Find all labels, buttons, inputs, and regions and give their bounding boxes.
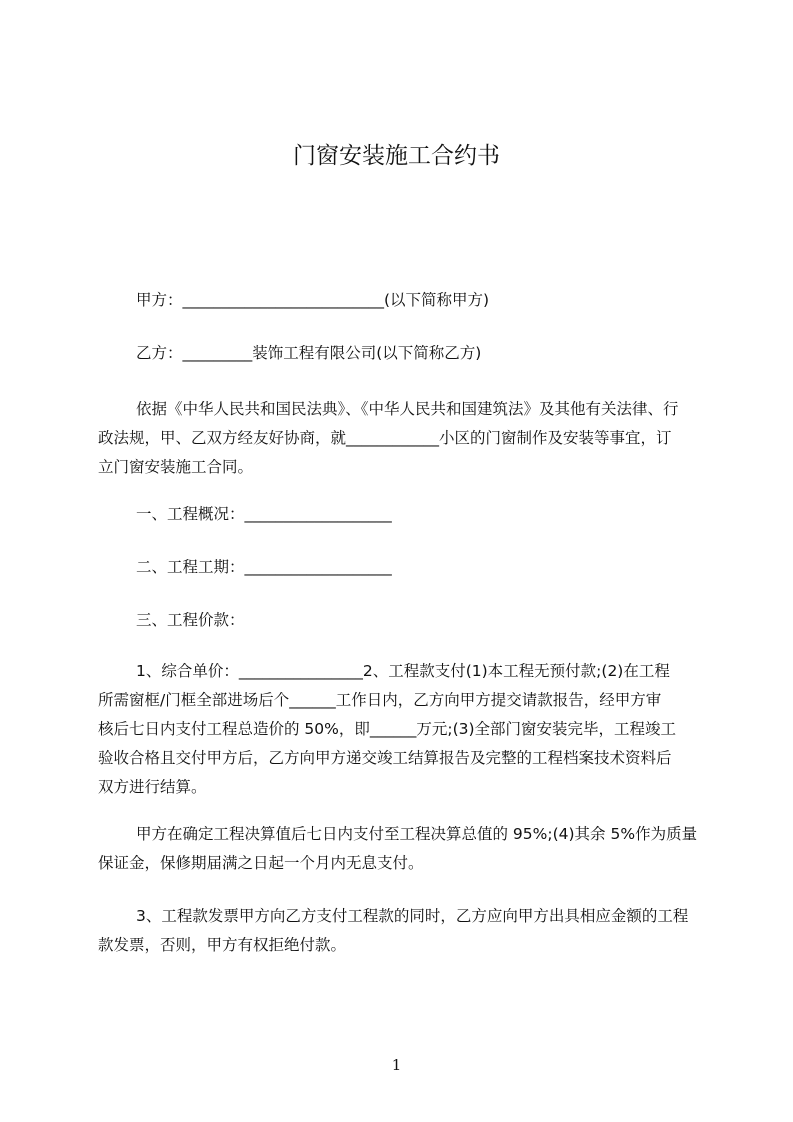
invoice-paragraph-line-1: 3、工程款发票甲方向乙方支付工程款的同时，乙方应向甲方出具相应金额的工程: [136, 907, 689, 925]
section-2-duration: 二、工程工期：___________________: [136, 558, 392, 576]
party-b-line: 乙方：_________装饰工程有限公司(以下简称乙方): [136, 344, 482, 362]
document-title: 门窗安装施工合约书: [293, 143, 500, 169]
settlement-paragraph-line-1: 甲方在确定工程决算值后七日内支付至工程决算总值的 95%;(4)其余 5%作为质量: [136, 825, 698, 843]
payment-paragraph-line-5: 双方进行结算。: [98, 778, 207, 796]
basis-paragraph-line-1: 依据《中华人民共和国民法典》、《中华人民共和国建筑法》及其他有关法律、行: [136, 400, 679, 418]
basis-paragraph-line-2: 政法规，甲、乙双方经友好协商，就____________小区的门窗制作及安装等事宜，订: [98, 429, 672, 447]
payment-paragraph-line-4: 验收合格且交付甲方后，乙方向甲方递交竣工结算报告及完整的工程档案技术资料后: [98, 749, 672, 767]
page-number: 1: [391, 1056, 402, 1074]
party-a-line: 甲方：__________________________(以下简称甲方): [136, 291, 490, 309]
settlement-paragraph-line-2: 保证金，保修期届满之日起一个月内无息支付。: [98, 854, 424, 872]
section-1-overview: 一、工程概况：___________________: [136, 505, 392, 523]
section-3-price-heading: 三、工程价款：: [136, 611, 245, 629]
basis-paragraph-line-3: 立门窗安装施工合同。: [98, 458, 254, 476]
payment-paragraph-line-2: 所需窗框/门框全部进场后个______工作日内，乙方向甲方提交请款报告，经甲方审: [98, 691, 662, 709]
payment-paragraph-line-1: 1、综合单价：________________2、工程款支付(1)本工程无预付款;(2)在工程: [136, 662, 670, 680]
payment-paragraph-line-3: 核后七日内支付工程总造价的 50%，即______万元;(3)全部门窗安装完毕，工程竣工: [98, 720, 677, 738]
invoice-paragraph-line-2: 款发票，否则，甲方有权拒绝付款。: [98, 936, 347, 954]
